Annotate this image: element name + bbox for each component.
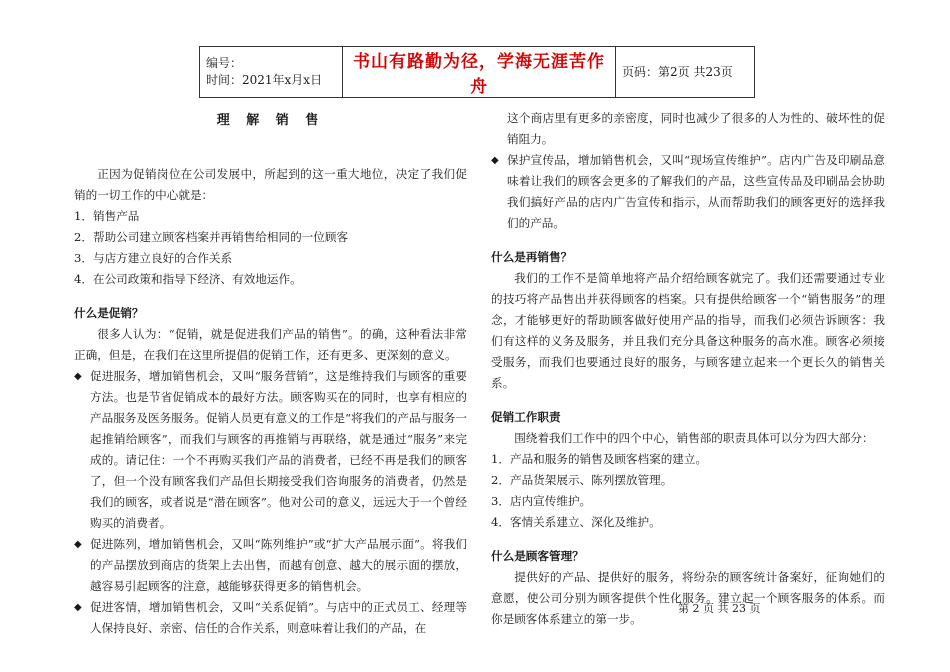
left-column [74,108,467,639]
section-heading-customer-management: 什么是顾客管理？ [491,549,584,563]
list-item: 2．产品货架展示、陈列摆放管理。 [491,473,673,487]
promotion-paragraph: 很多人认为：“促销，就是促进我们产品的销售”。的确，这种看法非常正确，但是，在我们在这里所提倡的促销工作，还有更多、更深刻的意义。 [74,327,467,362]
bullet-text: 促进客情，增加销售机会，又叫“关系促销”。与店中的正式员工、经理等人保持良好、亲密、信任的合作关系，则意味着让我们的产品，在 [90,600,467,635]
diamond-bullet-icon: ◆ [74,371,82,382]
list-item: 4．在公司政策和指导下经济、有效地运作。 [74,272,302,286]
diamond-bullet-icon: ◆ [74,539,82,550]
diamond-bullet-icon: ◆ [491,155,499,166]
list-item: 1．产品和服务的销售及顾客档案的建立。 [491,452,708,466]
bullet-item [74,597,467,639]
bullet-continuation [491,108,885,150]
bullet-item [74,534,467,597]
header-page-label: 页码：第2页 共23页 [616,47,755,98]
list-item: 3．店内宣传维护。 [491,494,592,508]
list-item: 4．客情关系建立、深化及维护。 [491,515,661,529]
section-heading-promotion: 什么是促销？ [74,306,144,320]
list-item: 1．销售产品 [74,209,140,223]
bullet-text: 保护宣传品，增加销售机会，又叫“现场宣传维护”。店内广告及印刷品意味着让我们的顾客会更多的了解我们的产品，这些宣传品及印刷品会协助我们搞好产品的店内广告宣传和指示，从而帮助我们的顾客更好的选择我们的产品。 [507,153,885,230]
bullet-text: 促进陈列，增加销售机会，又叫“陈列维护”或“扩大产品展示面”。将我们的产品摆放到商店的货架上去出售，而越有创意、越大的展示面的摆放，越容易引起顾客的注意，越能够获得更多的销售机会。 [90,537,467,593]
header-motto: 书山有路勤为径，学海无涯苦作舟 [343,47,616,98]
section-heading-duties: 促销工作职责 [491,410,561,424]
diamond-bullet-icon: ◆ [74,602,82,613]
list-item: 2．帮助公司建立顾客档案并再销售给相同的一位顾客 [74,230,349,244]
header-number-label: 编号： [206,56,243,70]
bullet-text: 促进服务，增加销售机会，又叫“服务营销”，这是维持我们与顾客的重要方法。也是节省促销成本的最好方法。顾客购买在的同时，也享有相应的产品服务及医务服务。促销人员更有意义的工作是“将我们的产品与服务一起推销给顾客”，而我们与顾客的再推销与再联络，就是通过“服务”来完成的。请记住：一个不再购买我们产品的消费者，已经不再是我们的顾客了，但一个没有顾客我们产品但长期接受我们咨询服务的消费者，仍然是我们的顾客，或者说是“潜在顾客”。他对公司的意义，远远大于一个曾经购买的消费者。 [90,369,467,530]
bullet-text: 这个商店里有更多的亲密度，同时也减少了很多的人为性的、破坏性的促销阻力。 [507,111,885,146]
resale-paragraph: 我们的工作不是简单地将产品介绍给顾客就完了。我们还需要通过专业的技巧将产品售出并获得顾客的档案。只有提供给顾客一个“销售服务”的理念，才能够更好的帮助顾客做好使用产品的指导，而我们必须告诉顾客：我们有这样的义务及服务，并且我们充分具备这种服务的高水准。顾客必须接受服务，而我们也要通过良好的服务，与顾客建立起来一个更长久的销售关系。 [491,271,885,390]
document-title: 理 解 销 售 [216,113,325,128]
intro-paragraph: 正因为促销岗位在公司发展中，所起到的这一重大地位，决定了我们促销的一切工作的中心就是： [74,167,467,202]
bullet-item [74,366,467,534]
header-meta-cell [200,47,343,98]
section-heading-resale: 什么是再销售？ [491,250,573,264]
bullet-item [491,150,885,234]
right-column [491,108,885,630]
list-item: 3．与店方建立良好的合作关系 [74,251,233,265]
customer-management-paragraph: 提供好的产品、提供好的服务，将纷杂的顾客统计备案好，征询她们的意愿，使公司分别为顾客提供个性化服务。建立起一个顾客服务的体系。而你是顾客体系建立的第一步。 [491,570,885,626]
page-footer: 第 2 页 共 23 页 [678,602,761,615]
header-table [199,46,755,98]
duties-paragraph: 围绕着我们工作中的四个中心，销售部的职责具体可以分为四大部分： [514,431,874,445]
header-time-label: 时间：2021年x月x日 [206,73,323,87]
